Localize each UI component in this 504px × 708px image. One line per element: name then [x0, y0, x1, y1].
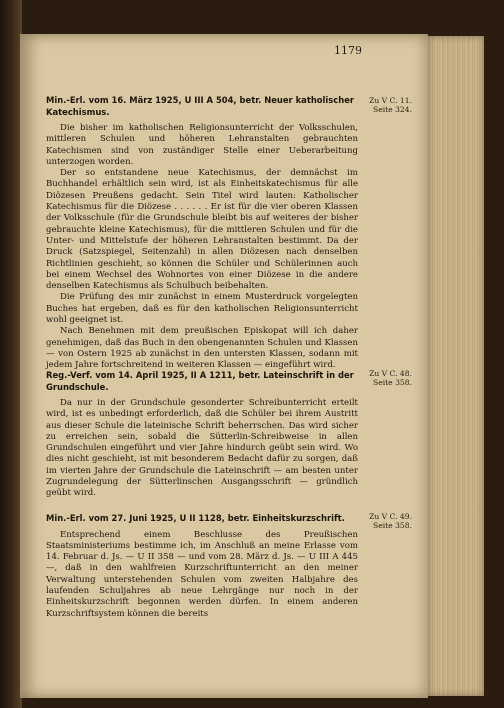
book-spine-shadow	[0, 0, 22, 708]
section-body	[46, 530, 358, 620]
paragraph: Die bisher im katholischen Religionsunterricht der Volksschulen, mittleren Schulen und höheren Lehranstalten gebrauchten Katechismen sind von zuständiger Stelle einer Ueberarbeitung unterzogen worden.	[46, 123, 358, 167]
margin-note-line: Zu V C. 49.	[369, 512, 412, 521]
section-heading: Reg.-Verf. vom 14. April 1925, II A 1211, betr. Lateinschrift in der Grundschule.	[46, 370, 354, 392]
paragraph: Nach Benehmen mit dem preußischen Episkopat will ich daher genehmigen, daß das Buch in den obengenannten Schulen und Klassen — von Ostern 1925 ab zunächst in den untersten Klassen, sodann mit jedem Jahre fortschreitend in weiteren Klassen — eingeführt wird.	[46, 326, 358, 371]
section-katechismus	[46, 95, 358, 372]
margin-note	[364, 369, 412, 387]
margin-note	[364, 96, 412, 114]
section-body	[46, 123, 358, 372]
paragraph: Entsprechend einem Beschlusse des Preußischen Staatsministeriums bestimme ich, im Anschluß an meine Erlasse vom 14. Februar d. Js. — U II 358 — und vom 28. März d. Js. — U III A 445 —, daß in den wahlfreien Kurzschriftunterricht an den meiner Verwaltung unterstehenden Schulen vom zweiten Halbjahre des laufenden Schuljahres ab neue Lehrgänge nur noch in der Einheitskurzschrift begonnen werden dürfen. In einem anderen Kurzschriftsystem können die bereits	[46, 529, 358, 619]
page-edges	[428, 36, 484, 696]
paragraph: Da nur in der Grundschule gesonderter Schreibunterricht erteilt wird, ist es unbedingt erforderlich, daß die Schüler bei ihrem Austritt aus dieser Schule die lateinische Schrift beherrschen. Das wird sicher zu erreichen sein, sobald die Sütterlin-Schreibweise in allen Grundschulen eingeführt und vier Jahre hindurch geübt sein wird. Wo dies nicht geschieht, ist mit besonderem Bedacht dafür zu sorgen, daß im vierten Jahre der Grundschule die Lateinschrift — am besten unter Zugrundelegung der Sütterlinschen Ausgangsschrift — gründlich geübt wird.	[46, 398, 358, 499]
section-lateinschrift	[46, 370, 358, 500]
margin-note-line: Zu V C. 48.	[369, 369, 412, 378]
page-number: 1179	[334, 44, 362, 57]
paragraph: Der so entstandene neue Katechismus, der demnächst im Buchhandel erhältlich sein wird, ist als Einheitskatechismus für alle Diözesen Preußens gedacht. Sein Titel wird lauten: Katholischer Katechismus für die Diözese . . . . . . Er ist für die vier oberen Klassen der Volksschule (für die Grundschule bleibt bis auf weiteres der bisher gebrauchte kleine Katechismus), für die mittleren Schulen und für die Unter- und Mittelstufe der höheren Lehranstalten bestimmt. Da der Druck (Satzspiegel, Seitenzahl) in allen Diözesen nach denselben Richtlinien geschieht, so können die Schüler und Schülerinnen auch bei einem Wechsel des Wohnortes von einer Diözese in die andere denselben Katechismus als Schulbuch beibehalten.	[46, 168, 358, 292]
section-heading: Min.-Erl. vom 16. März 1925, U III A 504, betr. Neuer katholischer Katechismus.	[46, 95, 355, 117]
margin-note-line: Seite 358.	[373, 378, 412, 387]
margin-note-line: Seite 324.	[373, 105, 412, 114]
paragraph: Die Prüfung des mir zunächst in einem Musterdruck vorgelegten Buches hat ergeben, daß es für den katholischen Religionsunterricht wohl geeignet ist.	[46, 292, 358, 326]
margin-note-line: Zu V C. 11.	[369, 96, 412, 105]
section-body	[46, 398, 358, 500]
margin-note-line: Seite 358.	[373, 521, 412, 530]
margin-note	[364, 512, 412, 530]
section-heading: Min.-Erl. vom 27. Juni 1925, U II 1128, betr. Einheitskurzschrift.	[46, 513, 345, 523]
section-einheitskurzschrift	[46, 513, 358, 620]
